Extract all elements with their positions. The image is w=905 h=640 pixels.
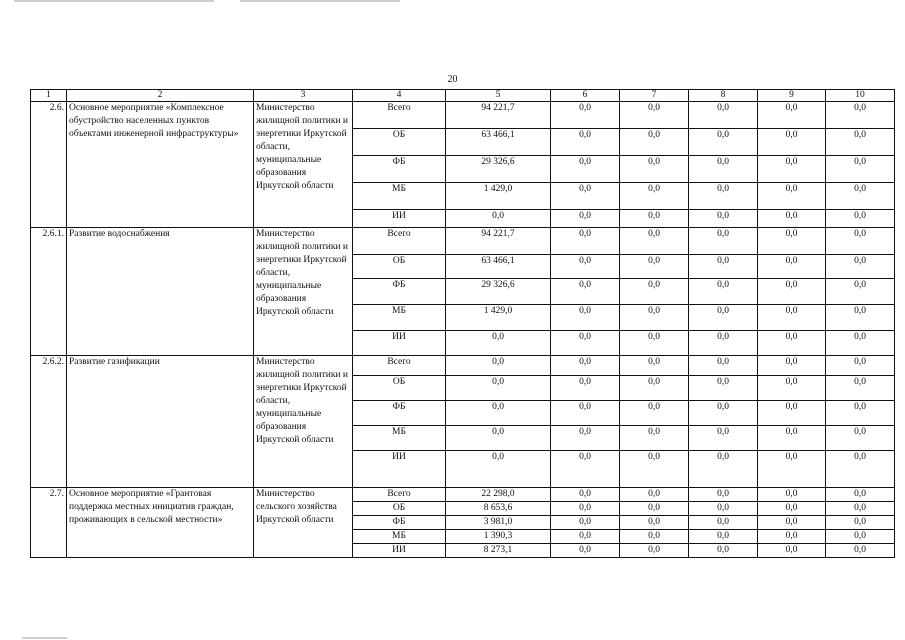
header-cell: 2: [67, 90, 254, 102]
table-row: [31, 228, 895, 255]
funding-source: ФБ: [353, 516, 446, 530]
funding-source: ОБ: [353, 129, 446, 156]
scan-artifact-top-left: [14, 0, 214, 2]
amount-cell: 0,0: [826, 228, 895, 255]
amount-cell: 8 653,6: [446, 502, 551, 516]
header-cell: 1: [31, 90, 67, 102]
amount-cell: 0,0: [620, 376, 689, 401]
header-cell: 4: [353, 90, 446, 102]
amount-cell: 0,0: [551, 156, 620, 183]
amount-cell: 0,0: [551, 183, 620, 210]
item-executor: Министерство жилищной политики и энергетики Иркутской области, муниципальные образования Иркутской области: [254, 228, 353, 356]
amount-cell: 0,0: [689, 530, 758, 544]
amount-cell: 0,0: [826, 356, 895, 376]
amount-cell: 0,0: [826, 102, 895, 129]
amount-cell: 0,0: [758, 451, 826, 488]
table-row: [31, 488, 895, 502]
item-name: Основное мероприятие «Комплексное обустройство населенных пунктов объектами инженерной инфраструктуры»: [67, 102, 254, 228]
amount-cell: 0,0: [758, 279, 826, 305]
amount-cell: 0,0: [758, 102, 826, 129]
amount-cell: 0,0: [689, 156, 758, 183]
amount-cell: 0,0: [620, 255, 689, 279]
amount-cell: 0,0: [826, 210, 895, 228]
amount-cell: 0,0: [758, 255, 826, 279]
amount-cell: 0,0: [689, 451, 758, 488]
funding-source: Всего: [353, 356, 446, 376]
amount-cell: 0,0: [758, 210, 826, 228]
amount-cell: 94 221,7: [446, 228, 551, 255]
amount-cell: 0,0: [551, 255, 620, 279]
amount-cell: 0,0: [620, 210, 689, 228]
amount-cell: 0,0: [826, 129, 895, 156]
amount-cell: 0,0: [551, 129, 620, 156]
scan-artifact-top-mid: [240, 0, 400, 2]
funding-source: ФБ: [353, 156, 446, 183]
amount-cell: 0,0: [620, 426, 689, 451]
amount-cell: 22 298,0: [446, 488, 551, 502]
header-cell: 10: [826, 90, 895, 102]
item-code: 2.6.2.: [31, 356, 67, 488]
scan-artifact-bottom-left: [22, 637, 67, 639]
amount-cell: 0,0: [826, 451, 895, 488]
funding-source: Всего: [353, 102, 446, 129]
amount-cell: 0,0: [620, 401, 689, 426]
amount-cell: 0,0: [551, 279, 620, 305]
amount-cell: 0,0: [758, 129, 826, 156]
funding-source: ФБ: [353, 279, 446, 305]
amount-cell: 0,0: [620, 183, 689, 210]
page-number: 20: [447, 74, 458, 85]
amount-cell: 0,0: [551, 451, 620, 488]
amount-cell: 0,0: [689, 279, 758, 305]
funding-source: ОБ: [353, 502, 446, 516]
amount-cell: 0,0: [551, 228, 620, 255]
funding-source: МБ: [353, 426, 446, 451]
amount-cell: 0,0: [551, 488, 620, 502]
header-row: [31, 90, 895, 102]
amount-cell: 3 981,0: [446, 516, 551, 530]
amount-cell: 0,0: [758, 305, 826, 331]
amount-cell: 0,0: [689, 516, 758, 530]
header-cell: 8: [689, 90, 758, 102]
item-code: 2.6.1.: [31, 228, 67, 356]
item-executor: Министерство жилищной политики и энергетики Иркутской области, муниципальные образования Иркутской области: [254, 102, 353, 228]
funding-source: МБ: [353, 183, 446, 210]
amount-cell: 0,0: [826, 156, 895, 183]
amount-cell: 0,0: [620, 279, 689, 305]
amount-cell: 0,0: [551, 210, 620, 228]
amount-cell: 0,0: [689, 426, 758, 451]
amount-cell: 29 326,6: [446, 156, 551, 183]
amount-cell: 0,0: [620, 451, 689, 488]
amount-cell: 0,0: [689, 305, 758, 331]
amount-cell: 0,0: [551, 530, 620, 544]
amount-cell: 0,0: [551, 401, 620, 426]
amount-cell: 0,0: [551, 356, 620, 376]
amount-cell: 0,0: [446, 426, 551, 451]
amount-cell: 0,0: [758, 426, 826, 451]
amount-cell: 0,0: [551, 516, 620, 530]
amount-cell: 0,0: [551, 376, 620, 401]
amount-cell: 0,0: [689, 401, 758, 426]
amount-cell: 0,0: [826, 279, 895, 305]
amount-cell: 0,0: [758, 156, 826, 183]
amount-cell: 0,0: [620, 544, 689, 558]
funding-source: ОБ: [353, 255, 446, 279]
amount-cell: 0,0: [689, 210, 758, 228]
amount-cell: 0,0: [689, 544, 758, 558]
budget-table: [30, 89, 895, 558]
amount-cell: 0,0: [758, 331, 826, 356]
amount-cell: 0,0: [551, 544, 620, 558]
amount-cell: 8 273,1: [446, 544, 551, 558]
amount-cell: 0,0: [826, 502, 895, 516]
header-cell: 6: [551, 90, 620, 102]
amount-cell: 0,0: [689, 228, 758, 255]
header-cell: 7: [620, 90, 689, 102]
amount-cell: 0,0: [689, 376, 758, 401]
amount-cell: 0,0: [620, 356, 689, 376]
amount-cell: 0,0: [826, 376, 895, 401]
amount-cell: 0,0: [826, 183, 895, 210]
funding-source: Всего: [353, 488, 446, 502]
amount-cell: 0,0: [689, 102, 758, 129]
amount-cell: 0,0: [689, 356, 758, 376]
amount-cell: 0,0: [758, 530, 826, 544]
amount-cell: 0,0: [826, 530, 895, 544]
amount-cell: 0,0: [551, 502, 620, 516]
amount-cell: 0,0: [826, 426, 895, 451]
item-code: 2.6.: [31, 102, 67, 228]
amount-cell: 0,0: [826, 331, 895, 356]
funding-source: ИИ: [353, 210, 446, 228]
amount-cell: 1 390,3: [446, 530, 551, 544]
amount-cell: 0,0: [551, 331, 620, 356]
amount-cell: 0,0: [758, 488, 826, 502]
amount-cell: 0,0: [758, 183, 826, 210]
amount-cell: 0,0: [620, 331, 689, 356]
amount-cell: 0,0: [620, 156, 689, 183]
item-name: Развитие газификации: [67, 356, 254, 488]
amount-cell: 63 466,1: [446, 255, 551, 279]
amount-cell: 0,0: [826, 544, 895, 558]
amount-cell: 1 429,0: [446, 183, 551, 210]
amount-cell: 0,0: [551, 426, 620, 451]
funding-source: ИИ: [353, 331, 446, 356]
amount-cell: 0,0: [620, 305, 689, 331]
item-name: Основное мероприятие «Грантовая поддержка местных инициатив граждан, проживающих в сельской местности»: [67, 488, 254, 558]
funding-source: ФБ: [353, 401, 446, 426]
item-code: 2.7.: [31, 488, 67, 558]
amount-cell: 0,0: [689, 255, 758, 279]
amount-cell: 0,0: [551, 305, 620, 331]
table-row: [31, 102, 895, 129]
amount-cell: 0,0: [758, 544, 826, 558]
amount-cell: 0,0: [826, 516, 895, 530]
amount-cell: 0,0: [758, 228, 826, 255]
amount-cell: 0,0: [689, 129, 758, 156]
amount-cell: 0,0: [446, 210, 551, 228]
item-executor: Министерство жилищной политики и энергетики Иркутской области, муниципальные образования Иркутской области: [254, 356, 353, 488]
amount-cell: 0,0: [446, 331, 551, 356]
amount-cell: 63 466,1: [446, 129, 551, 156]
amount-cell: 94 221,7: [446, 102, 551, 129]
amount-cell: 0,0: [620, 488, 689, 502]
amount-cell: 0,0: [689, 331, 758, 356]
amount-cell: 1 429,0: [446, 305, 551, 331]
amount-cell: 0,0: [446, 376, 551, 401]
amount-cell: 0,0: [446, 451, 551, 488]
amount-cell: 0,0: [620, 516, 689, 530]
funding-source: ИИ: [353, 544, 446, 558]
amount-cell: 0,0: [758, 516, 826, 530]
amount-cell: 0,0: [446, 401, 551, 426]
item-executor: Министерство сельского хозяйства Иркутской области: [254, 488, 353, 558]
table-row: [31, 356, 895, 376]
amount-cell: 0,0: [758, 502, 826, 516]
amount-cell: 0,0: [826, 305, 895, 331]
header-cell: 5: [446, 90, 551, 102]
amount-cell: 0,0: [620, 129, 689, 156]
amount-cell: 0,0: [620, 102, 689, 129]
amount-cell: 0,0: [446, 356, 551, 376]
amount-cell: 0,0: [758, 356, 826, 376]
funding-source: ОБ: [353, 376, 446, 401]
funding-source: МБ: [353, 530, 446, 544]
amount-cell: 0,0: [689, 502, 758, 516]
amount-cell: 0,0: [689, 488, 758, 502]
amount-cell: 0,0: [620, 502, 689, 516]
funding-source: МБ: [353, 305, 446, 331]
amount-cell: 0,0: [758, 376, 826, 401]
funding-source: Всего: [353, 228, 446, 255]
amount-cell: 0,0: [758, 401, 826, 426]
amount-cell: 0,0: [826, 401, 895, 426]
amount-cell: 0,0: [620, 228, 689, 255]
header-cell: 3: [254, 90, 353, 102]
funding-source: ИИ: [353, 451, 446, 488]
amount-cell: 0,0: [826, 488, 895, 502]
header-cell: 9: [758, 90, 826, 102]
amount-cell: 29 326,6: [446, 279, 551, 305]
amount-cell: 0,0: [826, 255, 895, 279]
amount-cell: 0,0: [689, 183, 758, 210]
amount-cell: 0,0: [551, 102, 620, 129]
item-name: Развитие водоснабжения: [67, 228, 254, 356]
amount-cell: 0,0: [620, 530, 689, 544]
